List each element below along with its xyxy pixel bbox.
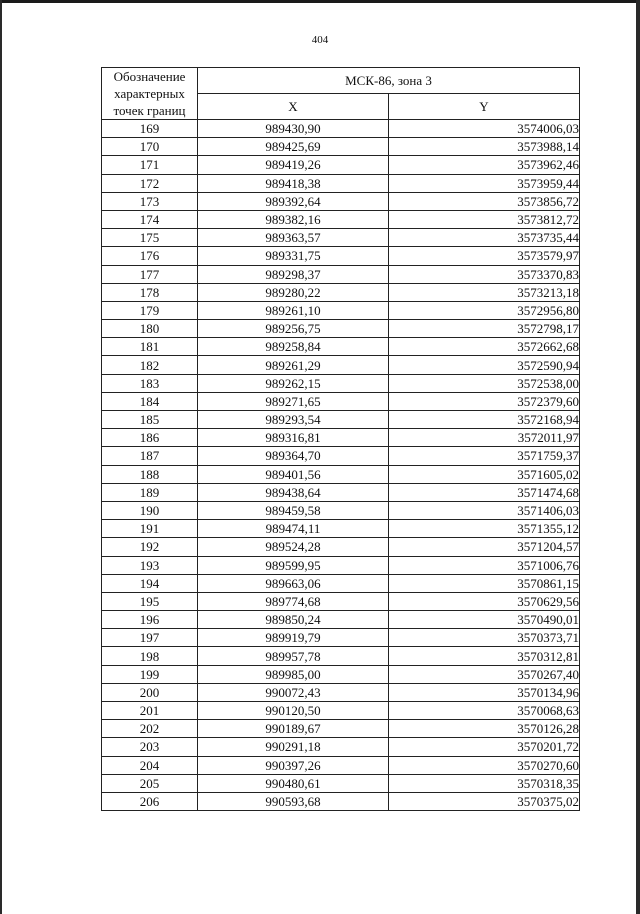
- point-cell: 180: [102, 320, 198, 338]
- x-coordinate-cell: 989392,64: [198, 192, 389, 210]
- x-column-header: X: [198, 94, 389, 120]
- x-coordinate-cell: 989261,29: [198, 356, 389, 374]
- x-coordinate-cell: 989774,68: [198, 592, 389, 610]
- x-coordinate-cell: 989985,00: [198, 665, 389, 683]
- y-coordinate-cell: 3570861,15: [388, 574, 579, 592]
- table-row: [102, 210, 580, 228]
- x-coordinate-cell: 989663,06: [198, 574, 389, 592]
- point-header-line: Обозначение: [113, 69, 186, 84]
- point-cell: 178: [102, 283, 198, 301]
- table-row: [102, 738, 580, 756]
- x-coordinate-cell: 990291,18: [198, 738, 389, 756]
- x-coordinate-cell: 989425,69: [198, 138, 389, 156]
- x-coordinate-cell: 989919,79: [198, 629, 389, 647]
- x-coordinate-cell: 989474,11: [198, 520, 389, 538]
- table-row: [102, 247, 580, 265]
- table-row: [102, 683, 580, 701]
- point-header-line: точек границ: [113, 103, 186, 118]
- table-row: [102, 720, 580, 738]
- x-coordinate-cell: 989459,58: [198, 501, 389, 519]
- y-coordinate-cell: 3570267,40: [388, 665, 579, 683]
- point-cell: 187: [102, 447, 198, 465]
- point-cell: 172: [102, 174, 198, 192]
- table-row: [102, 665, 580, 683]
- point-cell: 192: [102, 538, 198, 556]
- table-row: [102, 138, 580, 156]
- point-cell: 186: [102, 429, 198, 447]
- table-row: [102, 265, 580, 283]
- point-cell: 191: [102, 520, 198, 538]
- x-coordinate-cell: 989298,37: [198, 265, 389, 283]
- y-coordinate-cell: 3570134,96: [388, 683, 579, 701]
- y-coordinate-cell: 3570490,01: [388, 611, 579, 629]
- table-row: [102, 483, 580, 501]
- point-cell: 173: [102, 192, 198, 210]
- x-coordinate-cell: 989957,78: [198, 647, 389, 665]
- point-cell: 177: [102, 265, 198, 283]
- table-row: [102, 356, 580, 374]
- x-coordinate-cell: 989599,95: [198, 556, 389, 574]
- point-cell: 176: [102, 247, 198, 265]
- table-row: [102, 592, 580, 610]
- y-coordinate-cell: 3570201,72: [388, 738, 579, 756]
- point-cell: 202: [102, 720, 198, 738]
- scan-border-right: [636, 0, 640, 914]
- point-cell: 175: [102, 229, 198, 247]
- point-cell: 196: [102, 611, 198, 629]
- y-coordinate-cell: 3572956,80: [388, 301, 579, 319]
- y-coordinate-cell: 3570312,81: [388, 647, 579, 665]
- table-row: [102, 792, 580, 810]
- x-coordinate-cell: 990397,26: [198, 756, 389, 774]
- y-coordinate-cell: 3572011,97: [388, 429, 579, 447]
- table-row: [102, 447, 580, 465]
- x-coordinate-cell: 989331,75: [198, 247, 389, 265]
- table-body: [102, 120, 580, 811]
- y-coordinate-cell: 3572379,60: [388, 392, 579, 410]
- y-coordinate-cell: 3570629,56: [388, 592, 579, 610]
- point-cell: 171: [102, 156, 198, 174]
- point-cell: 169: [102, 120, 198, 138]
- y-coordinate-cell: 3572798,17: [388, 320, 579, 338]
- table-row: [102, 374, 580, 392]
- table-row: [102, 429, 580, 447]
- point-cell: 195: [102, 592, 198, 610]
- table-header: [102, 68, 580, 120]
- table-row: [102, 411, 580, 429]
- x-coordinate-cell: 989258,84: [198, 338, 389, 356]
- x-coordinate-cell: 989256,75: [198, 320, 389, 338]
- y-coordinate-cell: 3570126,28: [388, 720, 579, 738]
- table-row: [102, 120, 580, 138]
- y-coordinate-cell: 3573812,72: [388, 210, 579, 228]
- x-coordinate-cell: 989418,38: [198, 174, 389, 192]
- coordinates-table: [101, 67, 580, 811]
- table-row: [102, 520, 580, 538]
- y-coordinate-cell: 3570375,02: [388, 792, 579, 810]
- point-cell: 201: [102, 702, 198, 720]
- y-coordinate-cell: 3573959,44: [388, 174, 579, 192]
- y-coordinate-cell: 3572662,68: [388, 338, 579, 356]
- table-row: [102, 556, 580, 574]
- y-coordinate-cell: 3571006,76: [388, 556, 579, 574]
- y-coordinate-cell: 3572168,94: [388, 411, 579, 429]
- point-cell: 198: [102, 647, 198, 665]
- x-coordinate-cell: 990120,50: [198, 702, 389, 720]
- point-cell: 197: [102, 629, 198, 647]
- x-coordinate-cell: 989382,16: [198, 210, 389, 228]
- x-coordinate-cell: 990480,61: [198, 774, 389, 792]
- point-cell: 170: [102, 138, 198, 156]
- point-cell: 205: [102, 774, 198, 792]
- x-coordinate-cell: 989261,10: [198, 301, 389, 319]
- table-row: [102, 174, 580, 192]
- y-coordinate-cell: 3573735,44: [388, 229, 579, 247]
- y-coordinate-cell: 3572590,94: [388, 356, 579, 374]
- table-row: [102, 647, 580, 665]
- x-coordinate-cell: 989262,15: [198, 374, 389, 392]
- point-cell: 199: [102, 665, 198, 683]
- point-cell: 182: [102, 356, 198, 374]
- x-coordinate-cell: 989364,70: [198, 447, 389, 465]
- point-cell: 204: [102, 756, 198, 774]
- table-row: [102, 320, 580, 338]
- point-cell: 189: [102, 483, 198, 501]
- x-coordinate-cell: 989524,28: [198, 538, 389, 556]
- table-row: [102, 611, 580, 629]
- table-row: [102, 229, 580, 247]
- point-cell: 183: [102, 374, 198, 392]
- point-cell: 174: [102, 210, 198, 228]
- table-row: [102, 629, 580, 647]
- point-cell: 193: [102, 556, 198, 574]
- y-coordinate-cell: 3571355,12: [388, 520, 579, 538]
- x-coordinate-cell: 989271,65: [198, 392, 389, 410]
- x-coordinate-cell: 990189,67: [198, 720, 389, 738]
- x-coordinate-cell: 989430,90: [198, 120, 389, 138]
- point-header-line: характерных: [114, 86, 185, 101]
- y-coordinate-cell: 3571406,03: [388, 501, 579, 519]
- y-coordinate-cell: 3571204,57: [388, 538, 579, 556]
- point-cell: 179: [102, 301, 198, 319]
- y-coordinate-cell: 3571474,68: [388, 483, 579, 501]
- coordinate-system-header: МСК-86, зона 3: [198, 68, 580, 94]
- table-row: [102, 392, 580, 410]
- table-row: [102, 301, 580, 319]
- x-coordinate-cell: 989293,54: [198, 411, 389, 429]
- table-row: [102, 338, 580, 356]
- y-coordinate-cell: 3570318,35: [388, 774, 579, 792]
- scan-border-left: [0, 0, 2, 914]
- table-row: [102, 501, 580, 519]
- y-coordinate-cell: 3573988,14: [388, 138, 579, 156]
- point-column-header: [102, 68, 198, 120]
- x-coordinate-cell: 989316,81: [198, 429, 389, 447]
- table-row: [102, 702, 580, 720]
- x-coordinate-cell: 990593,68: [198, 792, 389, 810]
- y-coordinate-cell: 3570270,60: [388, 756, 579, 774]
- x-coordinate-cell: 989280,22: [198, 283, 389, 301]
- page-number: 404: [311, 34, 329, 46]
- x-coordinate-cell: 989363,57: [198, 229, 389, 247]
- table-row: [102, 283, 580, 301]
- x-coordinate-cell: 990072,43: [198, 683, 389, 701]
- x-coordinate-cell: 989401,56: [198, 465, 389, 483]
- point-cell: 200: [102, 683, 198, 701]
- point-cell: 190: [102, 501, 198, 519]
- point-cell: 203: [102, 738, 198, 756]
- point-cell: 181: [102, 338, 198, 356]
- table-row: [102, 192, 580, 210]
- y-coordinate-cell: 3574006,03: [388, 120, 579, 138]
- y-coordinate-cell: 3570373,71: [388, 629, 579, 647]
- x-coordinate-cell: 989438,64: [198, 483, 389, 501]
- point-cell: 188: [102, 465, 198, 483]
- point-cell: 194: [102, 574, 198, 592]
- y-coordinate-cell: 3573213,18: [388, 283, 579, 301]
- point-cell: 206: [102, 792, 198, 810]
- x-coordinate-cell: 989850,24: [198, 611, 389, 629]
- y-coordinate-cell: 3571759,37: [388, 447, 579, 465]
- scan-border-top: [0, 0, 640, 3]
- y-coordinate-cell: 3573856,72: [388, 192, 579, 210]
- table-row: [102, 538, 580, 556]
- y-coordinate-cell: 3572538,00: [388, 374, 579, 392]
- point-cell: 185: [102, 411, 198, 429]
- y-coordinate-cell: 3573579,97: [388, 247, 579, 265]
- table-row: [102, 774, 580, 792]
- y-column-header: Y: [388, 94, 579, 120]
- y-coordinate-cell: 3573962,46: [388, 156, 579, 174]
- y-coordinate-cell: 3570068,63: [388, 702, 579, 720]
- y-coordinate-cell: 3573370,83: [388, 265, 579, 283]
- point-cell: 184: [102, 392, 198, 410]
- table-row: [102, 756, 580, 774]
- y-coordinate-cell: 3571605,02: [388, 465, 579, 483]
- table-row: [102, 465, 580, 483]
- table-row: [102, 574, 580, 592]
- x-coordinate-cell: 989419,26: [198, 156, 389, 174]
- table-row: [102, 156, 580, 174]
